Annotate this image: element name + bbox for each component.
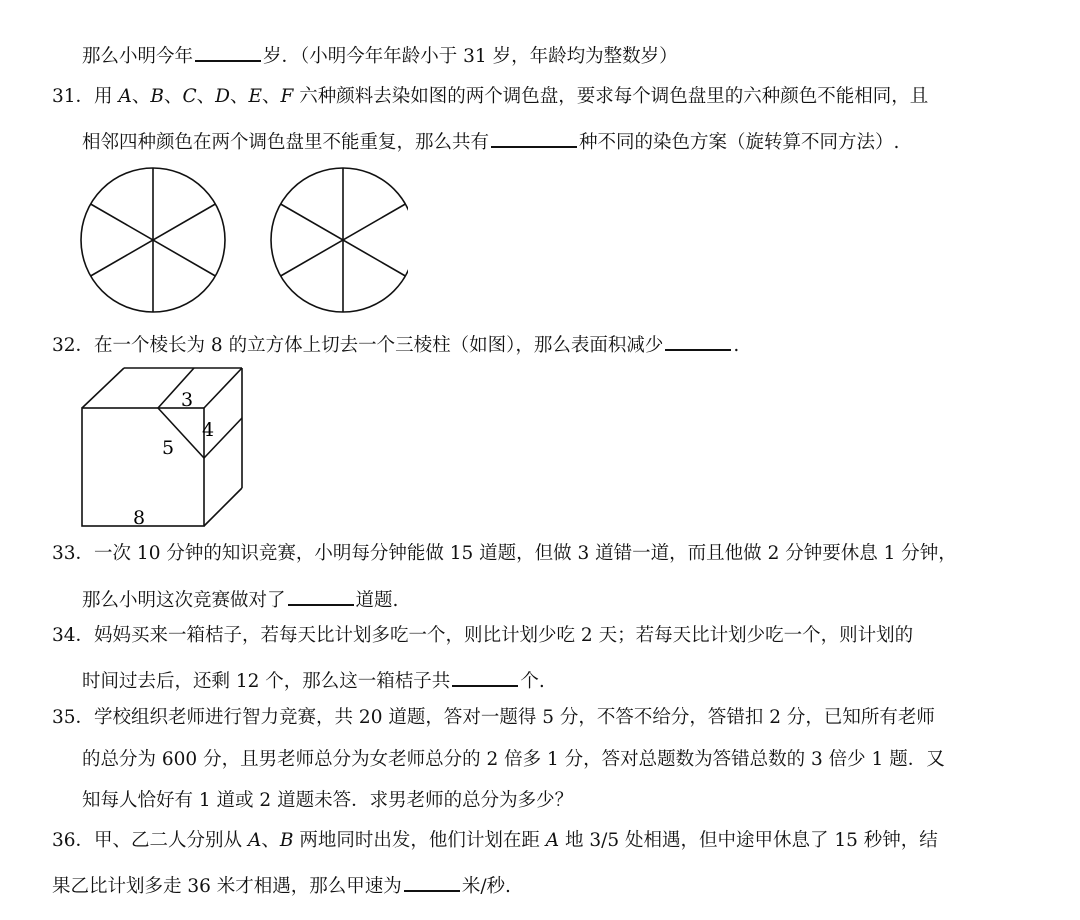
var-b: B: [150, 86, 164, 107]
q35-number: 35．: [52, 707, 95, 728]
q32-number: 32．: [52, 335, 95, 356]
q35-line-1: 35．学校组织老师进行智力竞赛，共 20 道题，答对一题得 5 分，不答不给分，答错扣 2 分，已知所有老师: [52, 707, 935, 728]
answer-blank: [491, 126, 577, 148]
q32-line: 32．在一个棱长为 8 的立方体上切去一个三棱柱（如图），那么表面积减少 .: [52, 329, 739, 358]
intro-line: [82, 40, 678, 69]
q31-line-2: 相邻四种颜色在两个调色盘里不能重复，那么共有 种不同的染色方案（旋转算不同方法）.: [82, 126, 899, 155]
label-eight: 8: [133, 507, 146, 529]
q33-line-2: 那么小明这次竞赛做对了 道题.: [82, 584, 398, 613]
var-e: E: [248, 86, 262, 107]
palette-left: [81, 168, 225, 312]
var-d: D: [215, 86, 230, 107]
var-c: C: [182, 86, 197, 107]
q35-line-3: 知每人恰好有 1 道或 2 道题未答．求男老师的总分为多少？: [82, 790, 574, 811]
q31-number: 31．: [52, 86, 95, 107]
q31-line-1: 31．用 A、B、C、D、E、F 六种颜料去染如图的两个调色盘，要求每个调色盘里的六种颜色不能相同，且: [52, 86, 929, 107]
q33-line-1: 33．一次 10 分钟的知识竞赛，小明每分钟能做 15 道题，但做 3 道错一道，而且他做 2 分钟要休息 1 分钟，: [52, 543, 957, 564]
answer-blank: [404, 870, 460, 892]
q36-line-1: 36．甲、乙二人分别从 A、B 两地同时出发，他们计划在距 A 地 3/5 处相遇，但中途甲休息了 15 秒钟，结: [52, 830, 938, 851]
answer-blank: [195, 40, 261, 62]
q36-number: 36．: [52, 830, 95, 851]
label-five: 5: [162, 437, 175, 459]
answer-blank: [452, 665, 518, 687]
answer-blank: [288, 584, 354, 606]
intro-text-a: 那么小明今年: [82, 46, 194, 67]
var-a: A: [545, 830, 560, 851]
var-b: B: [279, 830, 294, 851]
intro-text-b: 岁．（小明今年年龄小于 31 岁，年龄均为整数岁）: [263, 46, 678, 67]
q35-line-2: 的总分为 600 分，且男老师总分为女老师总分的 2 倍多 1 分，答对总题数为答错总数的 3 倍少 1 题．又: [82, 749, 945, 770]
q34-line-1: 34．妈妈买来一箱桔子，若每天比计划多吃一个，则比计划少吃 2 天；若每天比计划少吃一个，则计划的: [52, 625, 914, 646]
q36-line-2: 果乙比计划多走 36 米才相遇，那么甲速为 米/秒.: [52, 870, 511, 899]
answer-blank: [665, 329, 731, 351]
var-a: A: [118, 86, 132, 107]
var-f: F: [280, 86, 294, 107]
q33-number: 33．: [52, 543, 95, 564]
palette-figure: [78, 160, 408, 320]
q34-number: 34．: [52, 625, 95, 646]
label-three: 3: [181, 389, 194, 411]
q34-line-2: 时间过去后，还剩 12 个，那么这一箱桔子共 个.: [82, 665, 545, 694]
palette-right: [271, 168, 408, 312]
cube-figure: [78, 364, 248, 532]
label-four: 4: [202, 419, 215, 441]
var-a: A: [247, 830, 262, 851]
